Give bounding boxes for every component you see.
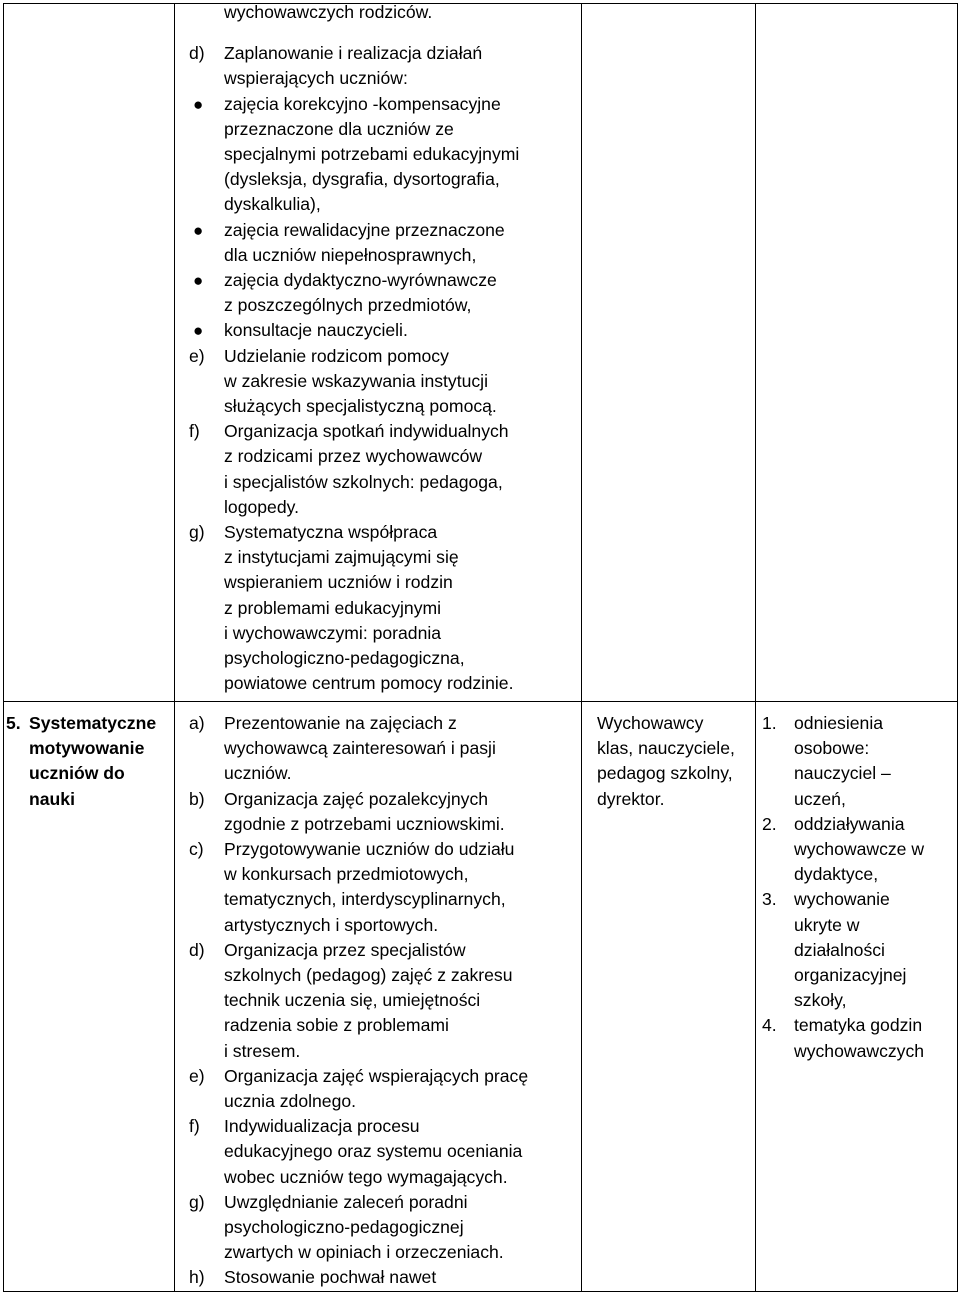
action-item [175, 1064, 581, 1114]
action-marker: f) [189, 421, 200, 442]
bullet-icon: ● [193, 271, 204, 291]
action-line: w zakresie wskazywania instytucji [224, 370, 488, 391]
action-line: wspieraniem uczniów i rodzin [224, 572, 453, 593]
action-marker: a) [189, 713, 205, 733]
action-item [175, 268, 581, 318]
objective-line: tematyka godzin [794, 1015, 923, 1036]
action-line: tematycznych, interdyscyplinarnych, [224, 889, 506, 910]
objective-marker: 4. [762, 1015, 777, 1036]
section-title-line: Systematyczne [29, 713, 157, 733]
responsible-line: dyrektor. [597, 788, 665, 809]
action-item [175, 711, 581, 787]
objective-list [756, 702, 957, 1064]
action-line: i stresem. [224, 1040, 301, 1061]
action-line: zwartych w opiniach i orzeczeniach. [224, 1242, 504, 1263]
table-row-section-5 [4, 702, 958, 1292]
action-line: Stosowanie pochwał nawet [224, 1267, 437, 1288]
action-marker: d) [189, 43, 205, 64]
action-line: Systematyczna współpraca [224, 522, 438, 543]
action-line: Prezentowanie na zajęciach z [224, 713, 457, 733]
action-line: ucznia zdolnego. [224, 1091, 357, 1112]
action-item [175, 318, 581, 343]
action-line: Indywidualizacja procesu [224, 1116, 420, 1137]
action-line: zajęcia rewalidacyjne przeznaczone [224, 219, 505, 240]
action-line: Organizacja przez specjalistów [224, 939, 466, 960]
action-marker: g) [189, 1191, 205, 1212]
action-marker: e) [189, 345, 205, 366]
bullet-icon: ● [193, 94, 204, 114]
action-item [175, 344, 581, 420]
objective-item [756, 887, 957, 1013]
bullet-icon: ● [193, 321, 204, 341]
action-line: artystycznych i sportowych. [224, 914, 439, 935]
action-line: dla uczniów niepełnosprawnych, [224, 244, 477, 265]
action-line: Udzielanie rodzicom pomocy [224, 345, 449, 366]
responsible-line: klas, nauczyciele, [597, 738, 735, 759]
objective-line: działalności [794, 939, 885, 960]
action-marker: h) [189, 1267, 205, 1288]
objective-line: wychowawcze w [794, 839, 925, 860]
action-line: z instytucjami zajmującymi się [224, 547, 459, 568]
action-line: z poszczególnych przedmiotów, [224, 295, 472, 316]
cell-responsible [582, 702, 756, 1292]
action-line: służących specjalistyczną pomocą. [224, 396, 497, 417]
plan-table [3, 3, 958, 1292]
action-line: psychologiczno-pedagogicznej [224, 1217, 464, 1238]
action-line: i specjalistów szkolnych: pedagoga, [224, 471, 503, 492]
action-item [175, 837, 581, 938]
action-line: radzenia sobie z problemami [224, 1015, 449, 1036]
action-item [175, 938, 581, 1064]
cell-actions [175, 702, 582, 1292]
section-number: 5. [6, 713, 21, 733]
action-item [175, 1114, 581, 1190]
action-line: zgodnie z potrzebami uczniowskimi. [224, 813, 505, 834]
objective-marker: 3. [762, 889, 777, 910]
action-line: wspierających uczniów: [224, 68, 408, 89]
action-line: wychowawcą zainteresowań i pasji [224, 738, 496, 759]
cell-actions-continued [175, 4, 582, 702]
responsible-text [582, 702, 755, 812]
objective-line: osobowe: [794, 738, 870, 759]
section-title [4, 702, 174, 812]
objective-item [756, 812, 957, 888]
action-line: dyskalkulia), [224, 194, 321, 215]
objective-line: wychowanie [794, 889, 890, 910]
responsible-line: pedagog szkolny, [597, 763, 733, 784]
action-marker: g) [189, 522, 205, 543]
action-item [175, 520, 581, 696]
action-line: z rodzicami przez wychowawców [224, 446, 483, 467]
cell-section-title [4, 702, 175, 1292]
action-marker: c) [189, 839, 204, 860]
objective-line: wychowawczych [794, 1040, 925, 1061]
action-item [175, 218, 581, 268]
table-row-continued [4, 4, 958, 702]
objective-line: ukryte w [794, 914, 860, 935]
action-line: przeznaczone dla uczniów ze [224, 118, 454, 139]
prev-action-list [175, 25, 581, 696]
continuation-line: wychowawczych rodziców. [224, 2, 433, 22]
objective-marker: 2. [762, 813, 777, 834]
action-line: Zaplanowanie i realizacja działań [224, 43, 483, 64]
objective-line: organizacyjnej [794, 965, 907, 986]
action-line: powiatowe centrum pomocy rodzinie. [224, 673, 514, 694]
section-title-line: uczniów do [29, 763, 125, 784]
cell-objectives [756, 702, 958, 1292]
action-item [175, 1265, 581, 1290]
action-item [175, 41, 581, 91]
action-line: w konkursach przedmiotowych, [224, 864, 469, 885]
objective-line: nauczyciel – [794, 763, 891, 784]
action-marker: f) [189, 1116, 200, 1137]
action-line: uczniów. [224, 763, 292, 784]
action-line: konsultacje nauczycieli. [224, 320, 408, 341]
objective-item [756, 711, 957, 812]
action-line: zajęcia korekcyjno -kompensacyjne [224, 93, 501, 114]
action-line: Przygotowywanie uczniów do udziału [224, 839, 515, 860]
action-line: i wychowawczymi: poradnia [224, 622, 442, 643]
action-line: z problemami edukacyjnymi [224, 597, 442, 618]
action-line: Uwzględnianie zaleceń poradni [224, 1191, 468, 1212]
action-item [175, 1190, 581, 1266]
action-item [175, 787, 581, 837]
action-line: szkolnych (pedagog) zajęć z zakresu [224, 965, 513, 986]
action-line: Organizacja spotkań indywidualnych [224, 421, 509, 442]
section-title-line: motywowanie [29, 738, 145, 759]
objective-line: szkoły, [794, 990, 847, 1011]
action-marker: b) [189, 788, 205, 809]
objective-line: uczeń, [794, 788, 846, 809]
objective-marker: 1. [762, 713, 777, 733]
objective-line: dydaktyce, [794, 864, 879, 885]
action-line: technik uczenia się, umiejętności [224, 990, 481, 1011]
cell-responsible-empty [582, 4, 756, 702]
action-line: logopedy. [224, 496, 299, 517]
cell-objectives-empty [756, 4, 958, 702]
objective-item [756, 1013, 957, 1063]
action-line: edukacyjnego oraz systemu oceniania [224, 1141, 523, 1162]
objective-line: oddziaływania [794, 813, 905, 834]
action-list [175, 702, 581, 1291]
section-title-text [29, 711, 174, 812]
responsible-line: Wychowawcy [597, 713, 704, 733]
action-marker: d) [189, 939, 205, 960]
action-line: psychologiczno-pedagogiczna, [224, 648, 465, 669]
section-title-line: nauki [29, 788, 75, 809]
bullet-icon: ● [193, 220, 204, 240]
action-line: Organizacja zajęć wspierających pracę [224, 1065, 529, 1086]
action-line: Organizacja zajęć pozalekcyjnych [224, 788, 489, 809]
objective-line: odniesienia [794, 713, 884, 733]
action-line: wobec uczniów tego wymagających. [224, 1166, 508, 1187]
action-line: specjalnymi potrzebami edukacyjnymi [224, 144, 520, 165]
action-line: (dysleksja, dysgrafia, dysortografia, [224, 169, 500, 190]
action-item [175, 92, 581, 218]
action-line: zajęcia dydaktyczno-wyrównawcze [224, 270, 497, 291]
action-marker: e) [189, 1065, 205, 1086]
cell-section-empty [4, 4, 175, 702]
action-item [175, 419, 581, 520]
